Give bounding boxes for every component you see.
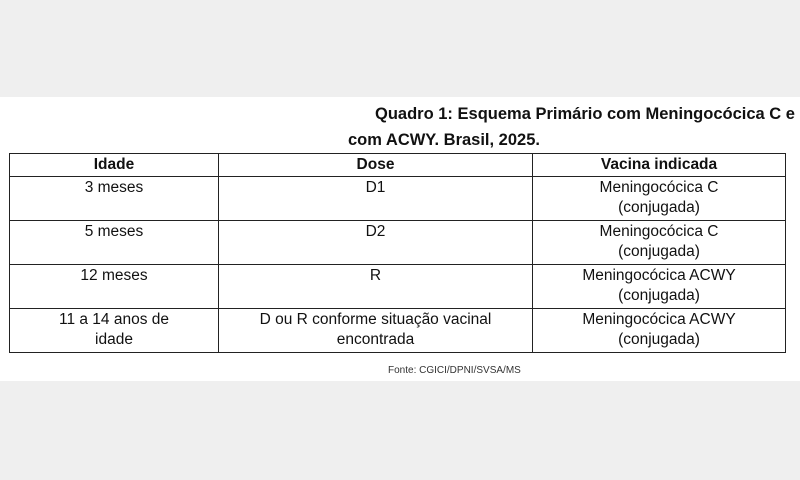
cell-dose: D ou R conforme situação vacinal encontrada [219,309,533,353]
cell-vacina: Meningocócica C (conjugada) [533,177,786,221]
cell-vacina: Meningocócica ACWY (conjugada) [533,265,786,309]
cell-idade: 5 meses [10,221,219,265]
top-background-band [0,0,800,97]
table-row [10,221,786,265]
bottom-background-band [0,381,800,480]
cell-idade: 12 meses [10,265,219,309]
cell-dose: D1 [219,177,533,221]
header-idade: Idade [10,154,219,177]
table-title-line-2: com ACWY. Brasil, 2025. [348,131,540,149]
document-page [0,97,800,381]
header-dose: Dose [219,154,533,177]
table-row [10,265,786,309]
cell-dose: R [219,265,533,309]
table-row [10,177,786,221]
cell-idade: 3 meses [10,177,219,221]
table-header-row [10,154,786,177]
cell-vacina: Meningocócica C (conjugada) [533,221,786,265]
table-title-line-1: Quadro 1: Esquema Primário com Meningocócica C e [375,105,795,123]
table-row [10,309,786,353]
vaccination-schedule-table [9,153,786,353]
cell-dose: D2 [219,221,533,265]
source-note: Fonte: CGICI/DPNI/SVSA/MS [388,365,521,376]
header-vacina-indicada: Vacina indicada [533,154,786,177]
cell-idade: 11 a 14 anos de idade [10,309,219,353]
cell-vacina: Meningocócica ACWY (conjugada) [533,309,786,353]
